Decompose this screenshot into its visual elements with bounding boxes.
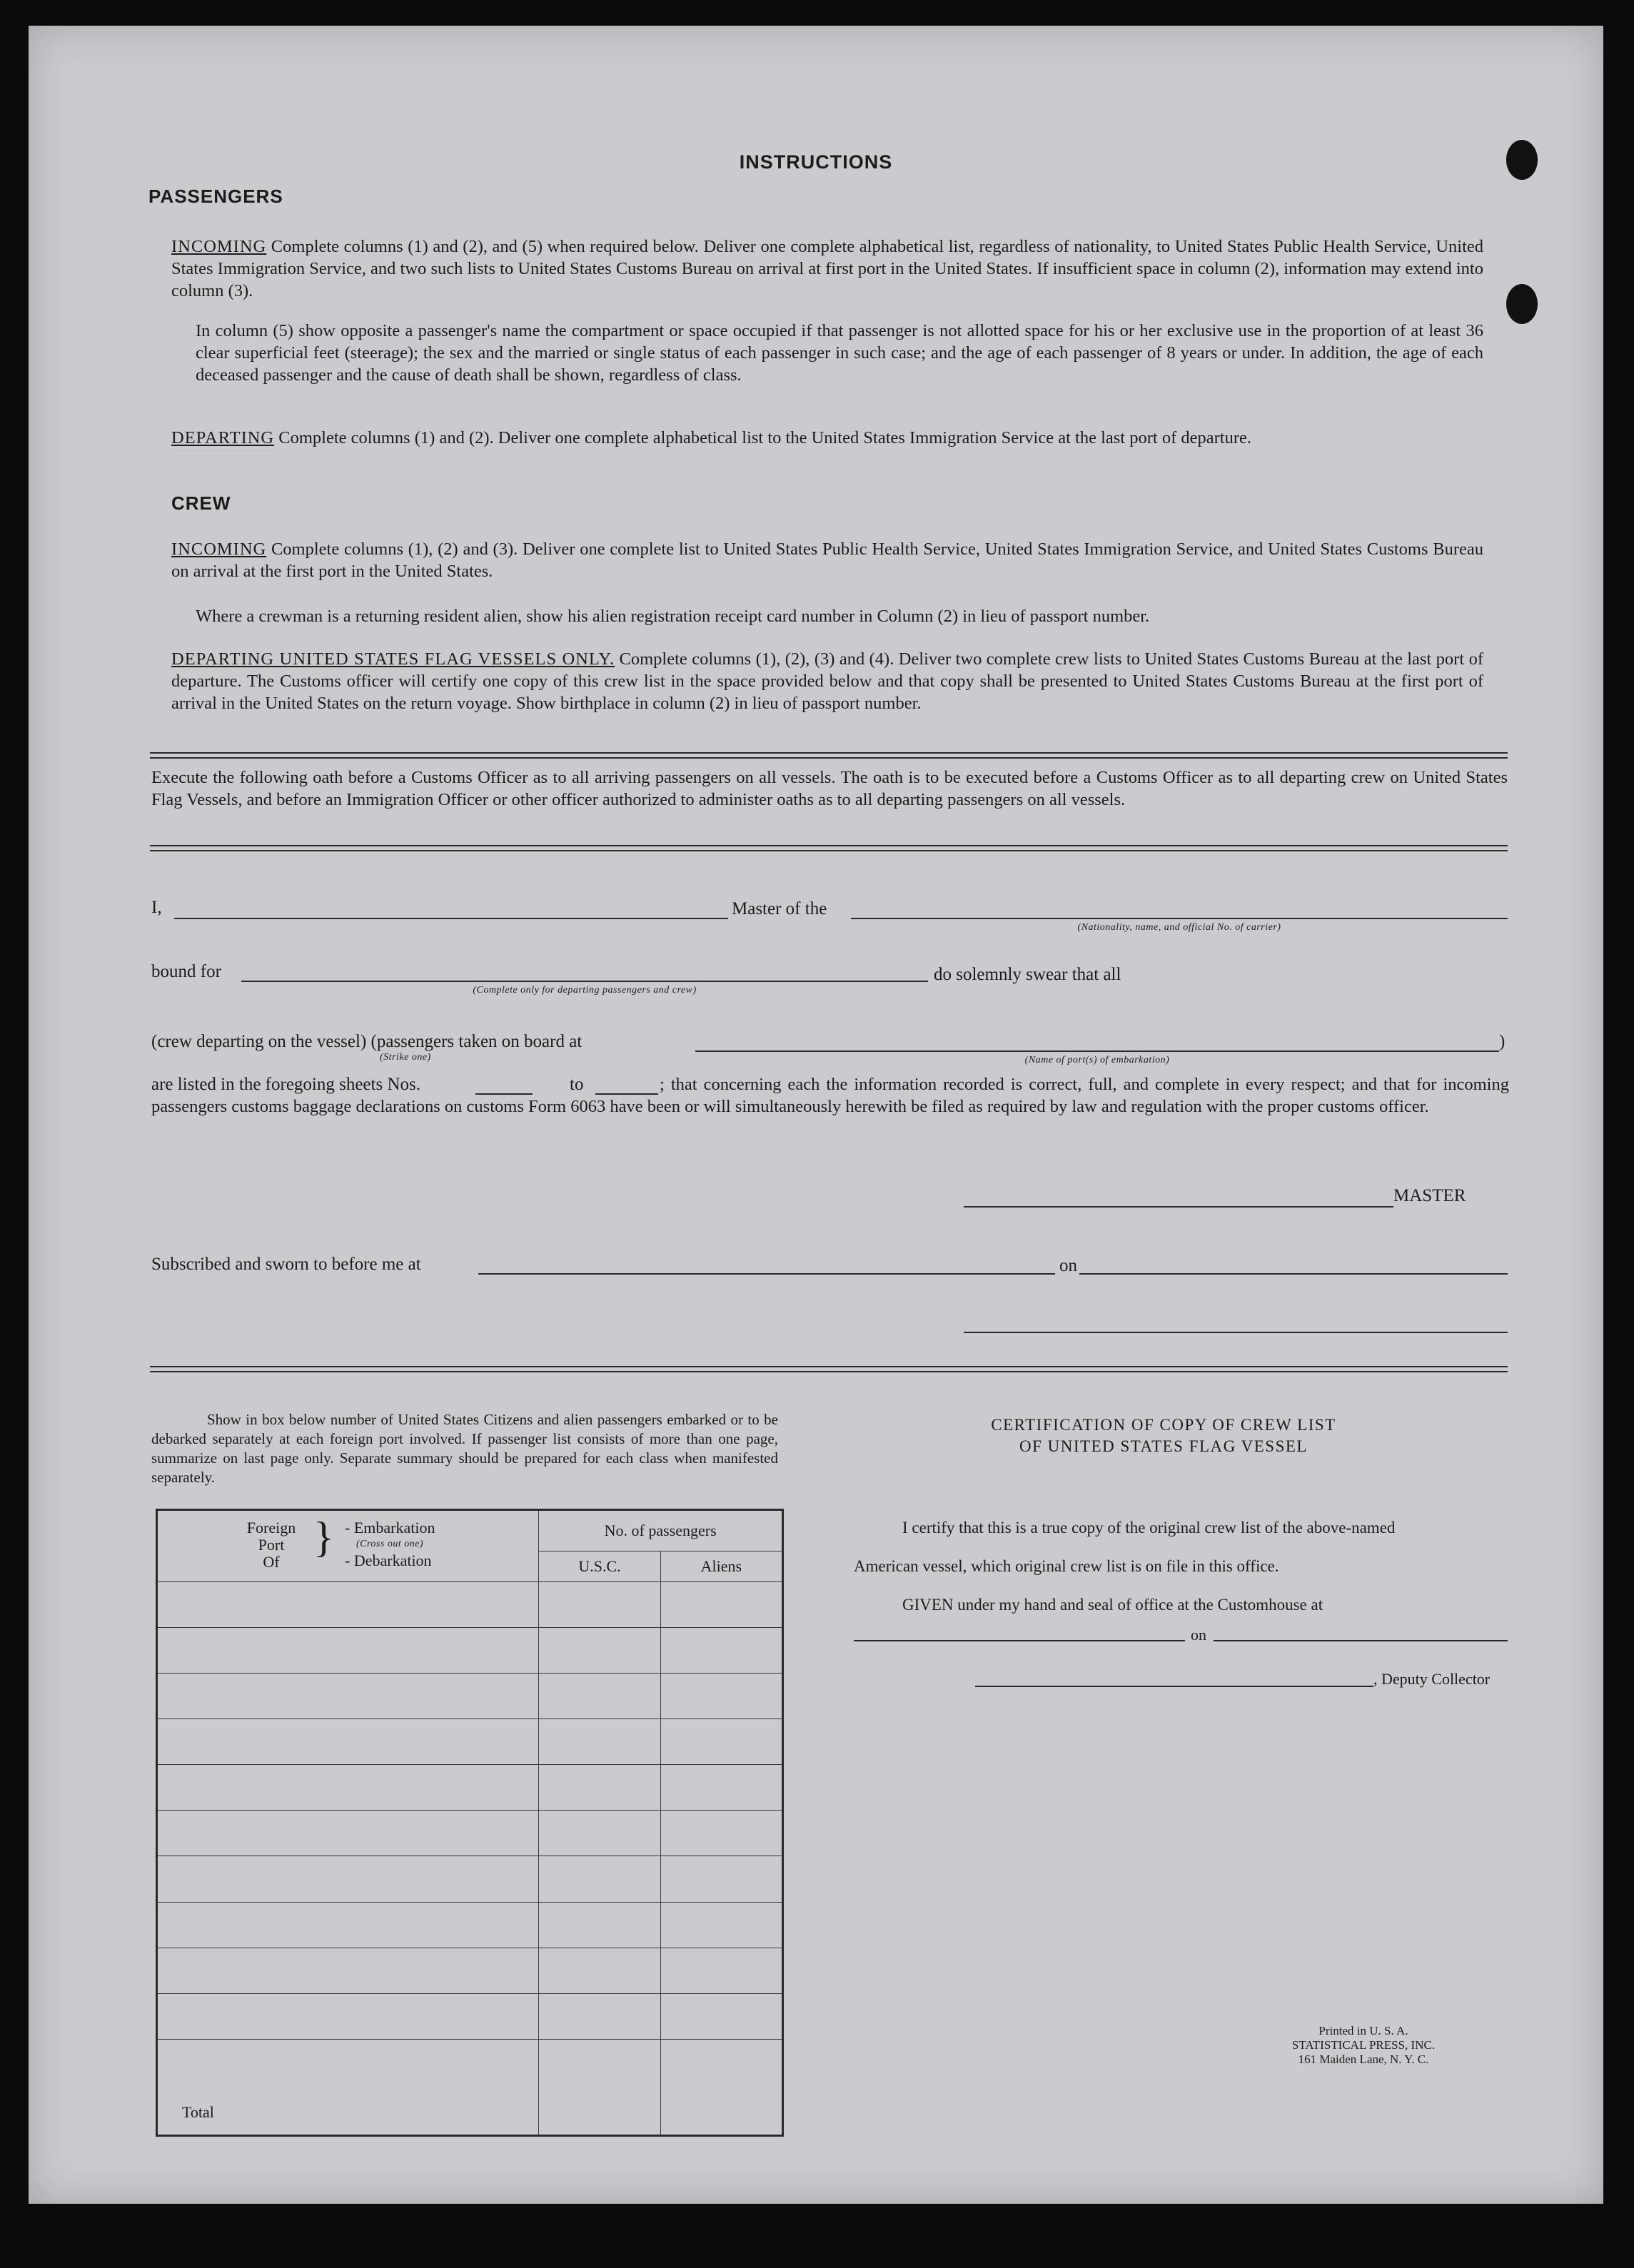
table-row bbox=[157, 1765, 783, 1811]
on-label: on bbox=[1059, 1256, 1077, 1275]
aliens-cell[interactable] bbox=[660, 1718, 782, 1764]
usc-cell[interactable] bbox=[539, 1993, 660, 2039]
summary-note: Show in box below number of United States Citizens and alien passengers embarked or to be debarked separately at each foreign port involved. If passenger list consists of more than one page, summarize on last page only. Separate summary should be prepared for each class when manifested separately. bbox=[151, 1411, 778, 1486]
bound-for-label: bound for bbox=[151, 962, 221, 981]
total-row bbox=[157, 2040, 783, 2136]
aliens-cell[interactable] bbox=[660, 1627, 782, 1673]
passengers-departing-instruction: DEPARTING Complete columns (1) and (2). Deliver one complete alphabetical list to the United States Immigration Service at the last port of departure. bbox=[171, 428, 1251, 447]
passengers-header: PASSENGERS bbox=[148, 186, 283, 207]
departing-lead: DEPARTING bbox=[171, 428, 275, 447]
passengers-header-cell: No. of passengers bbox=[539, 1510, 783, 1551]
embarkation-label: - Embarkation bbox=[345, 1519, 435, 1537]
aliens-cell[interactable] bbox=[660, 1993, 782, 2039]
cert-on-label: on bbox=[1191, 1626, 1206, 1644]
customhouse-field[interactable] bbox=[854, 1640, 1185, 1641]
incoming-lead: INCOMING bbox=[171, 237, 267, 256]
passengers-incoming-instruction: INCOMING Complete columns (1) and (2), and (5) when required below. Deliver one complete alphabetical list, regardless of nationality, to United States Public Health Service, United States Immigration Service, and two such lists to United States Customs Bureau on arrival at first port in the United States. If insufficient space in column (2), information may extend into column (3). bbox=[171, 237, 1483, 300]
incoming-lead: INCOMING bbox=[171, 540, 267, 559]
of-label: Of bbox=[263, 1553, 280, 1571]
deputy-signature-field[interactable] bbox=[975, 1686, 1373, 1687]
aliens-header: Aliens bbox=[660, 1551, 782, 1581]
master-signature-field[interactable] bbox=[964, 1206, 1393, 1208]
table-row bbox=[157, 1581, 783, 1627]
aliens-total-cell[interactable] bbox=[660, 2040, 782, 2136]
swear-label: do solemnly swear that all bbox=[934, 965, 1121, 984]
port-cell[interactable] bbox=[157, 1811, 539, 1856]
table-row bbox=[157, 1902, 783, 1948]
aliens-cell[interactable] bbox=[660, 1673, 782, 1718]
crew-passengers-label: (crew departing on the vessel) (passengers taken on board at bbox=[151, 1032, 583, 1051]
punch-hole bbox=[1506, 284, 1538, 324]
aliens-cell[interactable] bbox=[660, 1811, 782, 1856]
certify-line-2: American vessel, which original crew list is on file in this office. bbox=[854, 1557, 1279, 1575]
usc-cell[interactable] bbox=[539, 1902, 660, 1948]
table-row bbox=[157, 1673, 783, 1718]
foreign-label: Foreign bbox=[246, 1519, 296, 1537]
aliens-cell[interactable] bbox=[660, 1948, 782, 1993]
officer-signature-field[interactable] bbox=[964, 1332, 1508, 1333]
sworn-at-field[interactable] bbox=[478, 1273, 1055, 1275]
strike-caption: (Strike one) bbox=[380, 1052, 431, 1063]
bound-for-field[interactable] bbox=[241, 981, 928, 982]
master-of-label: Master of the bbox=[732, 899, 827, 918]
embark-caption: (Name of port(s) of embarkation) bbox=[1024, 1055, 1170, 1065]
aliens-cell[interactable] bbox=[660, 1581, 782, 1627]
certification-title: CERTIFICATION OF COPY OF CREW LIST OF UNITED STATES FLAG VESSEL bbox=[991, 1416, 1336, 1455]
table-row bbox=[157, 1948, 783, 1993]
master-label: MASTER bbox=[1393, 1186, 1466, 1205]
bound-caption: (Complete only for departing passengers and crew) bbox=[473, 985, 697, 996]
section-divider bbox=[150, 752, 1508, 759]
usc-cell[interactable] bbox=[539, 1627, 660, 1673]
aliens-cell[interactable] bbox=[660, 1856, 782, 1902]
port-cell[interactable] bbox=[157, 1993, 539, 2039]
usc-cell[interactable] bbox=[539, 1718, 660, 1764]
printer-imprint: Printed in U. S. A. STATISTICAL PRESS, INC. 161 Maiden Lane, N. Y. C. bbox=[1291, 2024, 1436, 2066]
to-label: to bbox=[570, 1075, 584, 1094]
oath-note: Execute the following oath before a Customs Officer as to all arriving passengers on all vessels. The oath is to be executed before a Customs Officer as to all departing crew on United States Flag Vessels, and before an Immigration Officer or other officer authorized to administer oaths as to all departing passengers on all vessels. bbox=[151, 768, 1508, 809]
port-label: Port bbox=[258, 1536, 285, 1554]
table-row bbox=[157, 1718, 783, 1764]
crew-header: CREW bbox=[171, 492, 231, 514]
sworn-date-field[interactable] bbox=[1079, 1273, 1508, 1275]
deputy-collector-label: , Deputy Collector bbox=[1373, 1670, 1491, 1688]
close-paren: ) bbox=[1499, 1032, 1506, 1051]
usc-cell[interactable] bbox=[539, 1856, 660, 1902]
cross-out-label: (Cross out one) bbox=[356, 1539, 424, 1549]
listed-label: are listed in the foregoing sheets Nos. bbox=[151, 1075, 420, 1094]
port-header-cell bbox=[157, 1510, 539, 1582]
usc-cell[interactable] bbox=[539, 1673, 660, 1718]
embarkation-port-field[interactable] bbox=[695, 1051, 1499, 1052]
form-sheet bbox=[29, 26, 1603, 2204]
usc-cell[interactable] bbox=[539, 1811, 660, 1856]
carrier-caption: (Nationality, name, and official No. of carrier) bbox=[1077, 922, 1281, 933]
debarkation-label: - Debarkation bbox=[345, 1551, 432, 1569]
certify-line-3: GIVEN under my hand and seal of office at the Customhouse at bbox=[902, 1596, 1323, 1614]
total-label: Total bbox=[157, 2040, 539, 2136]
usc-header: U.S.C. bbox=[539, 1551, 660, 1581]
port-cell[interactable] bbox=[157, 1902, 539, 1948]
i-label: I, bbox=[151, 898, 162, 917]
departing-flag-lead: DEPARTING UNITED STATES FLAG VESSELS ONLY. bbox=[171, 649, 615, 669]
passenger-summary-table bbox=[156, 1509, 784, 2137]
port-cell[interactable] bbox=[157, 1948, 539, 1993]
port-cell[interactable] bbox=[157, 1627, 539, 1673]
instructions-title: INSTRUCTIONS bbox=[739, 151, 893, 173]
table-row bbox=[157, 1811, 783, 1856]
section-divider bbox=[150, 845, 1508, 851]
port-cell[interactable] bbox=[157, 1856, 539, 1902]
crew-departing-instruction: DEPARTING UNITED STATES FLAG VESSELS ONLY. Complete columns (1), (2), (3) and (4). Deliver two complete crew lists to United States Customs Bureau at the last port of departure. The Customs officer will certify one copy of this crew list in the space provided below and that copy shall be presented to United States Customs Bureau at the first port of arrival in the United States on the return voyage. Show birthplace in column (2) in lieu of passport number. bbox=[171, 649, 1483, 713]
brace: } bbox=[313, 1514, 334, 1561]
port-cell[interactable] bbox=[157, 1718, 539, 1764]
usc-cell[interactable] bbox=[539, 1765, 660, 1811]
usc-total-cell[interactable] bbox=[539, 2040, 660, 2136]
subscribed-label: Subscribed and sworn to before me at bbox=[151, 1255, 421, 1274]
port-cell[interactable] bbox=[157, 1581, 539, 1627]
crew-resident-instruction: Where a crewman is a returning resident alien, show his alien registration receipt card number in Column (2) in lieu of passport number. bbox=[196, 607, 1150, 626]
cert-date-field[interactable] bbox=[1214, 1640, 1508, 1641]
certify-line-1: I certify that this is a true copy of the original crew list of the above-named bbox=[902, 1519, 1396, 1537]
table-row bbox=[157, 1627, 783, 1673]
port-cell[interactable] bbox=[157, 1765, 539, 1811]
section-divider bbox=[150, 1366, 1508, 1372]
aliens-cell[interactable] bbox=[660, 1765, 782, 1811]
usc-cell[interactable] bbox=[539, 1581, 660, 1627]
table-row bbox=[157, 1856, 783, 1902]
oath-statement: ; that concerning each the information recorded is correct, full, and complete in every respect; and that for incoming passengers customs baggage declarations on customs Form 6063 have been or will simultaneously herewith be filed as required by law and regulation with the proper customs officer. bbox=[151, 1075, 1509, 1116]
column5-instruction: In column (5) show opposite a passenger's name the compartment or space occupied if that passenger is not allotted space for his or her exclusive use in the proportion of at least 36 clear superficial feet (steerage); the sex and the married or single status of each passenger in such case; and the age of each passenger of 8 years or under. In addition, the age of each deceased passenger and the cause of death shall be shown, regardless of class. bbox=[196, 321, 1483, 385]
master-name-field[interactable] bbox=[174, 918, 728, 919]
carrier-field[interactable] bbox=[851, 918, 1508, 919]
crew-incoming-instruction: INCOMING Complete columns (1), (2) and (3). Deliver one complete list to United States Public Health Service, United States Immigration Service, and United States Customs Bureau on arrival at the first port in the United States. bbox=[171, 540, 1483, 581]
table-row bbox=[157, 1993, 783, 2039]
aliens-cell[interactable] bbox=[660, 1902, 782, 1948]
port-cell[interactable] bbox=[157, 1673, 539, 1718]
usc-cell[interactable] bbox=[539, 1948, 660, 1993]
